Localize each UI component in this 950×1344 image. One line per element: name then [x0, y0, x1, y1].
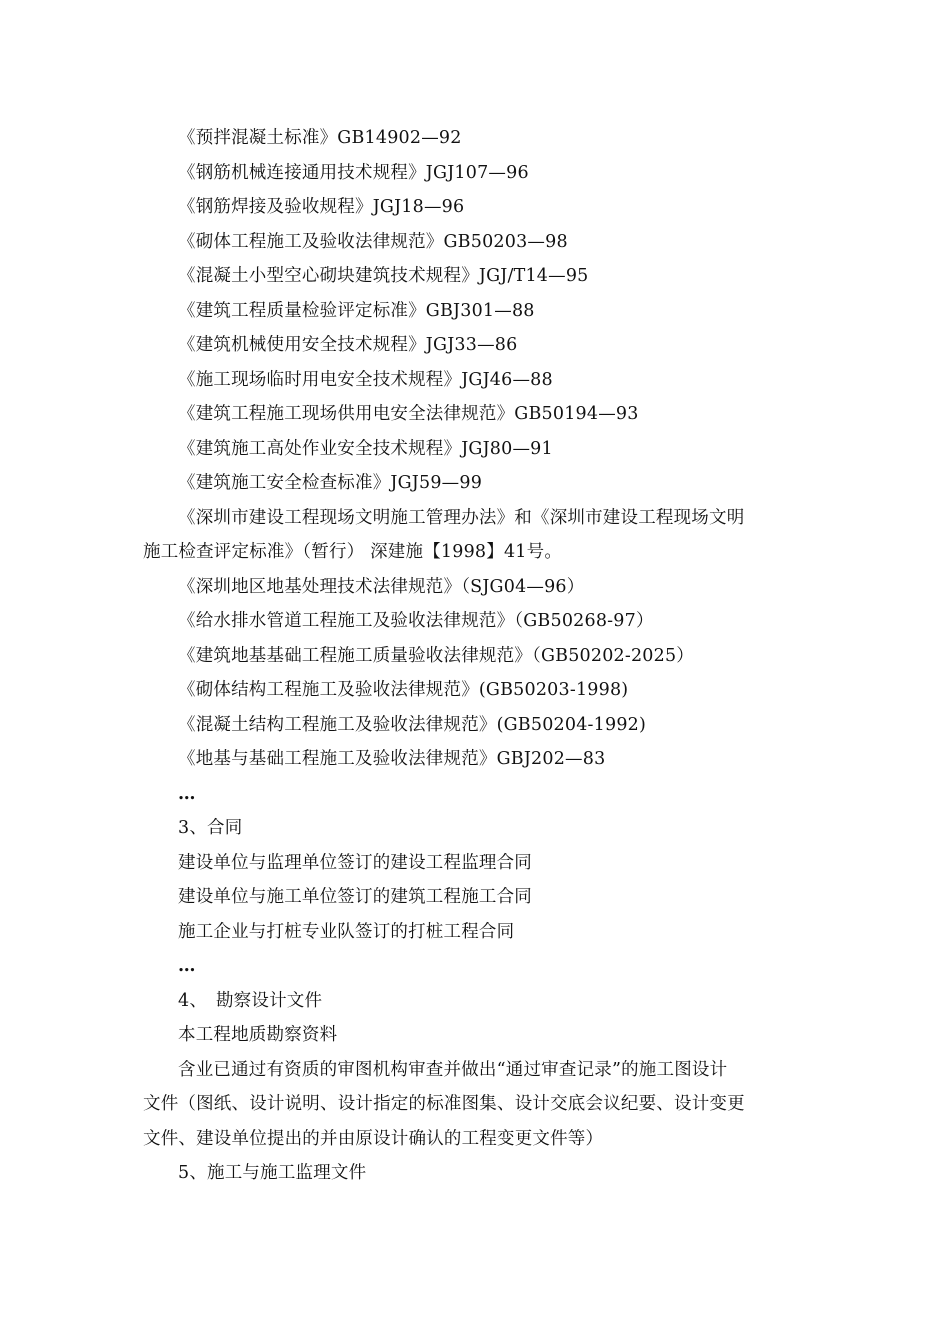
text-line: 《建筑机械使用安全技术规程》JGJ33—86 [178, 335, 518, 355]
text-line: 本工程地质勘察资料 [178, 1025, 338, 1045]
document-body [0, 121, 950, 1191]
ellipsis-line: … [178, 783, 196, 804]
ellipsis-line: … [178, 956, 196, 976]
text-line: 《建筑工程质量检验评定标准》GBJ301—88 [178, 300, 535, 321]
text-line: 《建筑工程施工现场供用电安全法律规范》GB50194—93 [178, 404, 639, 424]
text-line: 《钢筋机械连接通用技术规程》JGJ107—96 [178, 162, 529, 183]
text-line: 《预拌混凝土标准》GB14902—92 [178, 128, 462, 148]
text-line: 4、 勘察设计文件 [178, 990, 323, 1011]
text-line: 5、施工与施工监理文件 [178, 1163, 367, 1183]
text-line: 3、合同 [178, 818, 243, 838]
text-line: 《钢筋焊接及验收规程》JGJ18—96 [178, 197, 465, 217]
text-line: 建设单位与监理单位签订的建设工程监理合同 [178, 852, 532, 873]
text-line: 《混凝土结构工程施工及验收法律规范》(GB50204-1992) [178, 714, 647, 735]
text-line: 《建筑地基基础工程施工质量验收法律规范》（GB50202-2025） [178, 645, 695, 666]
text-line: 《砌体结构工程施工及验收法律规范》(GB50203-1998) [178, 680, 629, 700]
text-line: 施工企业与打桩专业队签订的打桩工程合同 [178, 921, 515, 942]
text-line: 《地基与基础工程施工及验收法律规范》GBJ202—83 [178, 749, 606, 769]
text-line: 《深圳地区地基处理技术法律规范》（SJG04—96） [178, 576, 585, 597]
text-line: 《建筑施工安全检查标准》JGJ59—99 [178, 473, 483, 493]
text-line: 《混凝土小型空心砌块建筑技术规程》JGJ/T14—95 [178, 266, 589, 286]
text-line: 《深圳市建设工程现场文明施工管理办法》和《深圳市建设工程现场文明 [178, 507, 745, 528]
text-line: 建设单位与施工单位签订的建筑工程施工合同 [178, 887, 532, 907]
text-line: 《施工现场临时用电安全技术规程》JGJ46—88 [178, 369, 553, 390]
text-line: 文件、建设单位提出的并由原设计确认的工程变更文件等） [143, 1128, 604, 1149]
text-line: 《给水排水管道工程施工及验收法律规范》（GB50268-97） [178, 611, 654, 631]
text-line: 施工检查评定标准》（暂行） 深建施【1998】41号。 [143, 542, 563, 562]
text-line: 《砌体工程施工及验收法律规范》GB50203—98 [178, 231, 568, 252]
text-line: 文件（图纸、设计说明、设计指定的标准图集、设计交底会议纪要、设计变更 [143, 1094, 745, 1114]
text-line: 《建筑施工高处作业安全技术规程》JGJ80—91 [178, 438, 553, 459]
text-line: 含业已通过有资质的审图机构审查并做出“通过审查记录”的施工图设计 [178, 1059, 728, 1080]
